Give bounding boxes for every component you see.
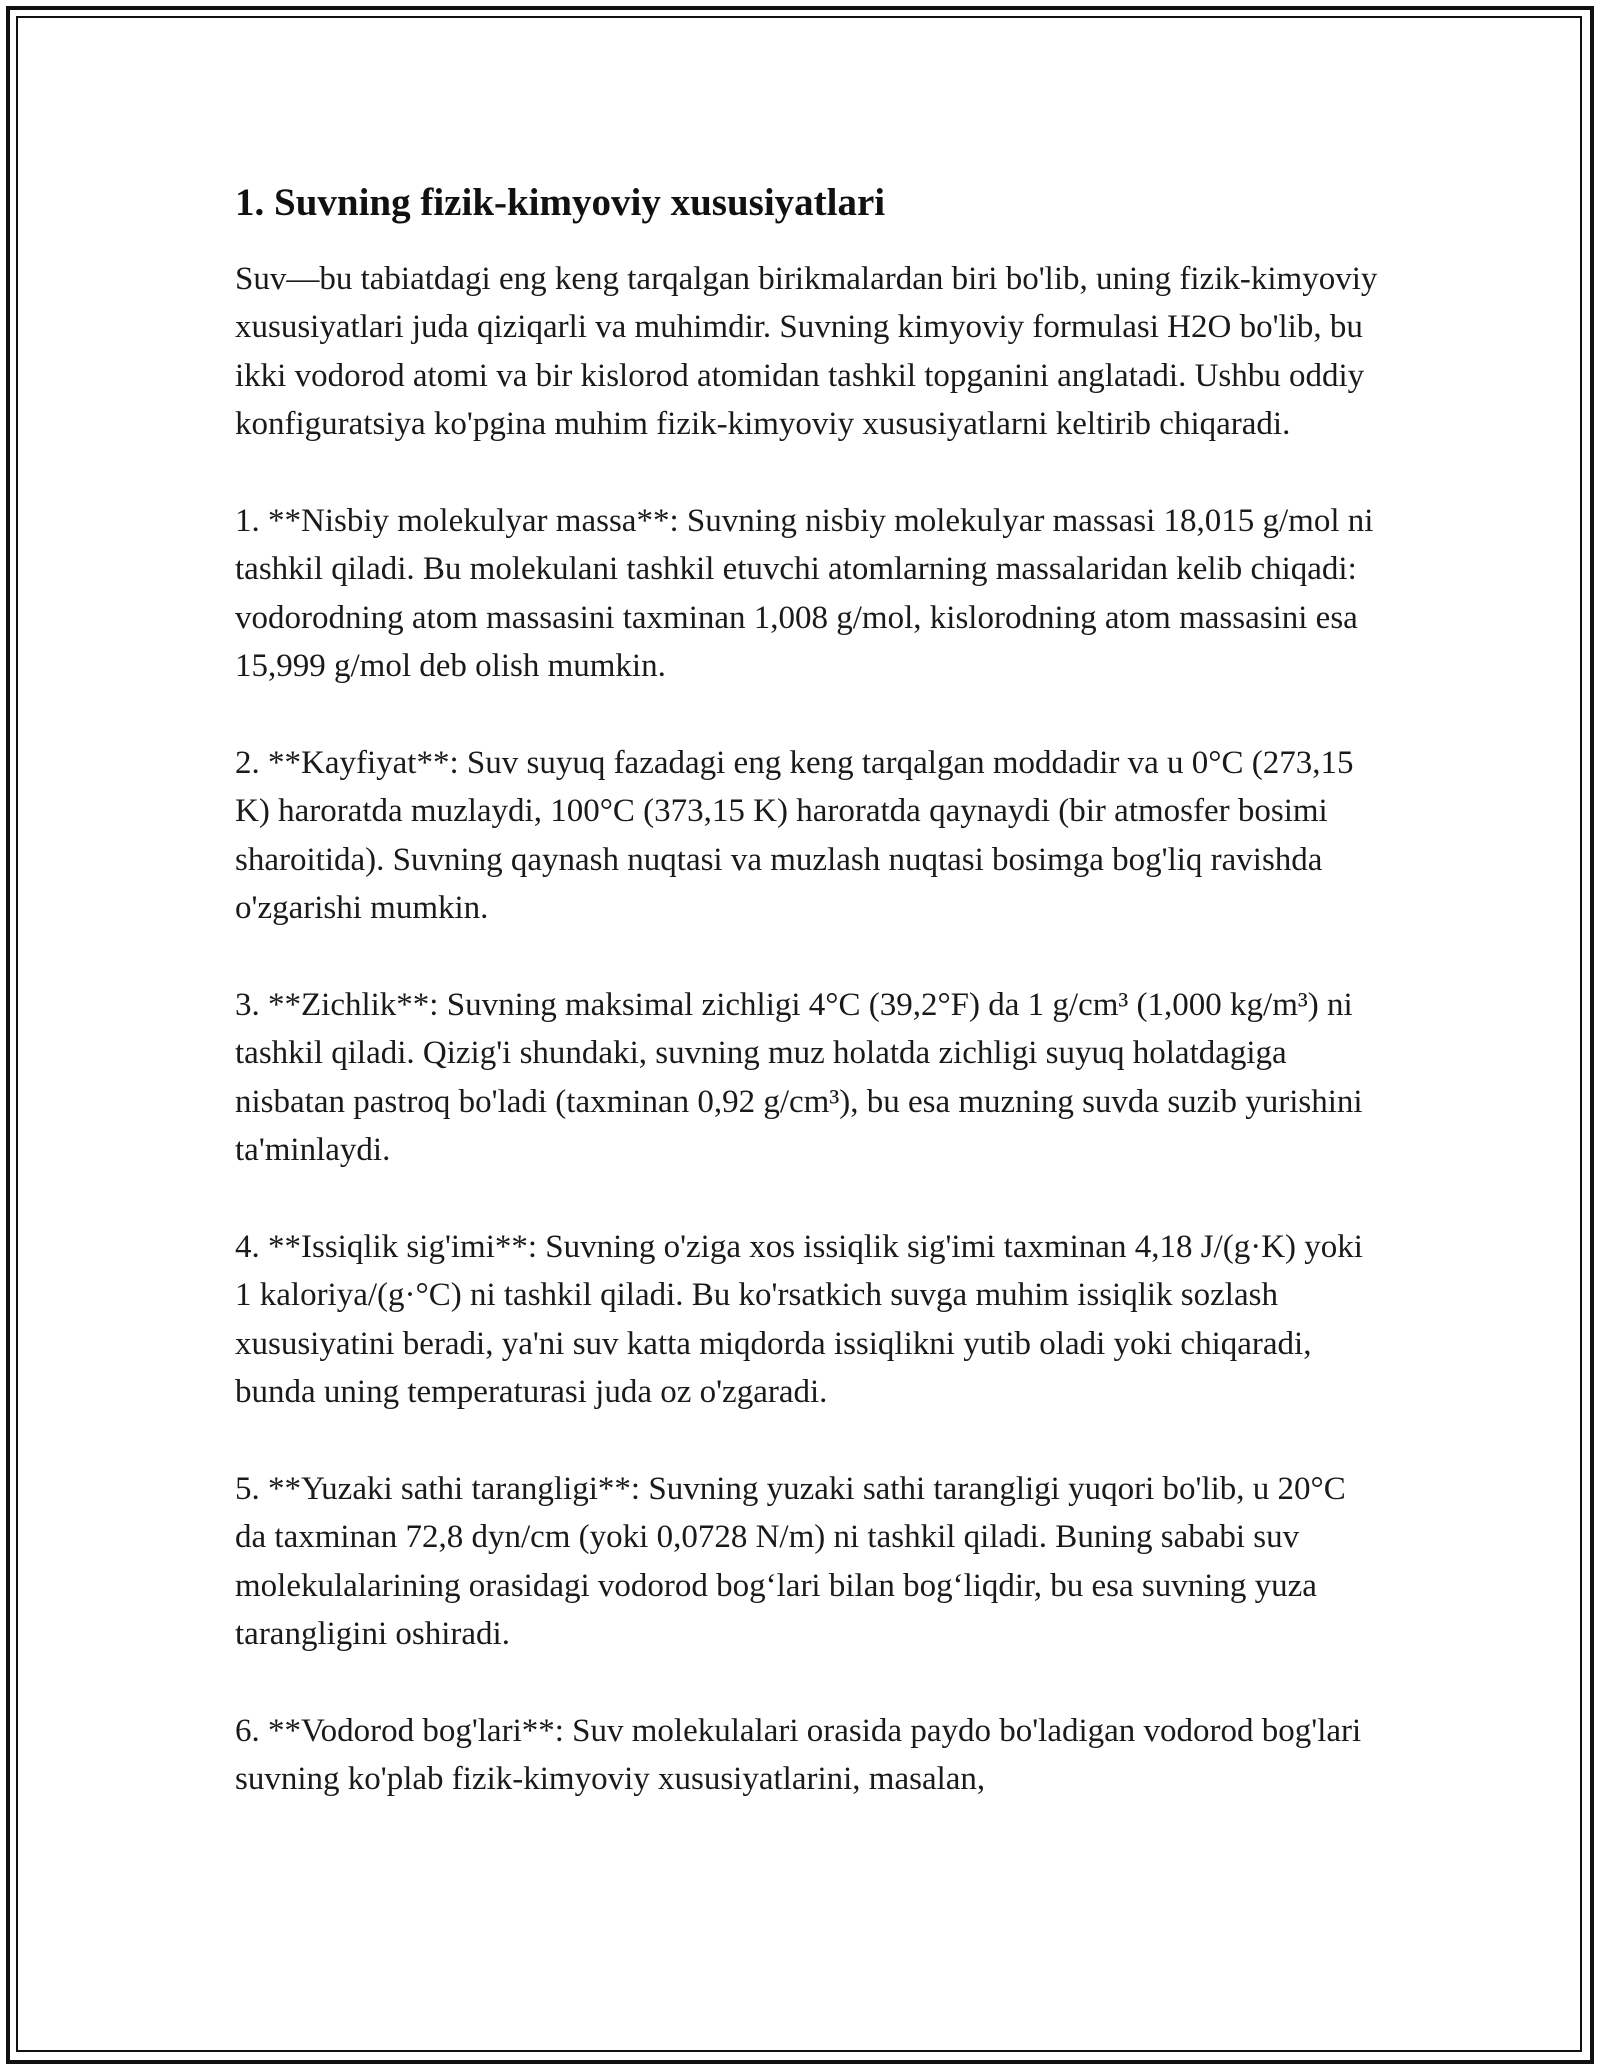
item-molecular-mass: 1. **Nisbiy molekulyar massa**: Suvning nisbiy molekulyar massasi 18,015 g/mol ni tashkil qiladi. Bu molekulani tashkil etuvchi atomlarning massalaridan kelib chiqadi: vodorodning atom massasini taxminan 1,008 g/mol, kislorodning atom massasini esa 15,999 g/mol deb olish mumkin. — [235, 502, 1374, 685]
item-hydrogen-bonds: 6. **Vodorod bog'lari**: Suv molekulalari orasida paydo bo'ladigan vodorod bog'lari suvning ko'plab fizik-kimyoviy xususiyatlarini, masalan, — [235, 1712, 1362, 1798]
item-heat-capacity: 4. **Issiqlik sig'imi**: Suvning o'ziga xos issiqlik sig'imi taxminan 4,18 J/(g·K) yoki 1 kaloriya/(g·°C) ni tashkil qiladi. Bu ko'rsatkich suvga muhim issiqlik sozlash xususiyatini beradi, ya'ni suv katta miqdorda issiqlikni yutib oladi yoki chiqaradi, bunda uning temperaturasi juda oz o'zgaradi. — [235, 1228, 1363, 1411]
intro-paragraph: Suv—bu tabiatdagi eng keng tarqalgan birikmalardan biri bo'lib, uning fizik-kimyoviy xususiyatlari juda qiziqarli va muhimdir. Suvning kimyoviy formulasi H2O bo'lib, bu ikki vodorod atomi va bir kislorod atomidan tashkil topganini anglatadi. Ushbu oddiy konfiguratsiya ko'pgina muhim fizik-kimyoviy xususiyatlarni keltirib chiqaradi. — [235, 260, 1378, 443]
section-heading: 1. Suvning fizik-kimyoviy xususiyatlari — [235, 181, 886, 224]
item-surface-tension: 5. **Yuzaki sathi tarangligi**: Suvning yuzaki sathi tarangligi yuqori bo'lib, u 20°C da taxminan 72,8 dyn/cm (yoki 0,0728 N/m) ni tashkil qiladi. Buning sababi suv molekulalarining orasidagi vodorod bog‘lari bilan bog‘liqdir, bu esa suvning yuza tarangligini oshiradi. — [235, 1470, 1346, 1653]
item-state: 2. **Kayfiyat**: Suv suyuq fazadagi eng keng tarqalgan moddadir va u 0°C (273,15 K) haroratda muzlaydi, 100°C (373,15 K) haroratda qaynaydi (bir atmosfer bosimi sharoitida). Suvning qaynash nuqtasi va muzlash nuqtasi bosimga bog'liq ravishda o'zgarishi mumkin. — [235, 744, 1354, 927]
item-density: 3. **Zichlik**: Suvning maksimal zichligi 4°C (39,2°F) da 1 g/cm³ (1,000 kg/m³) ni tashkil qiladi. Qizig'i shundaki, suvning muz holatda zichligi suyuq holatdagiga nisbatan pastroq bo'ladi (taxminan 0,92 g/cm³), bu esa muzning suvda suzib yurishini ta'minlaydi. — [235, 986, 1363, 1169]
document-page — [235, 180, 1385, 1852]
